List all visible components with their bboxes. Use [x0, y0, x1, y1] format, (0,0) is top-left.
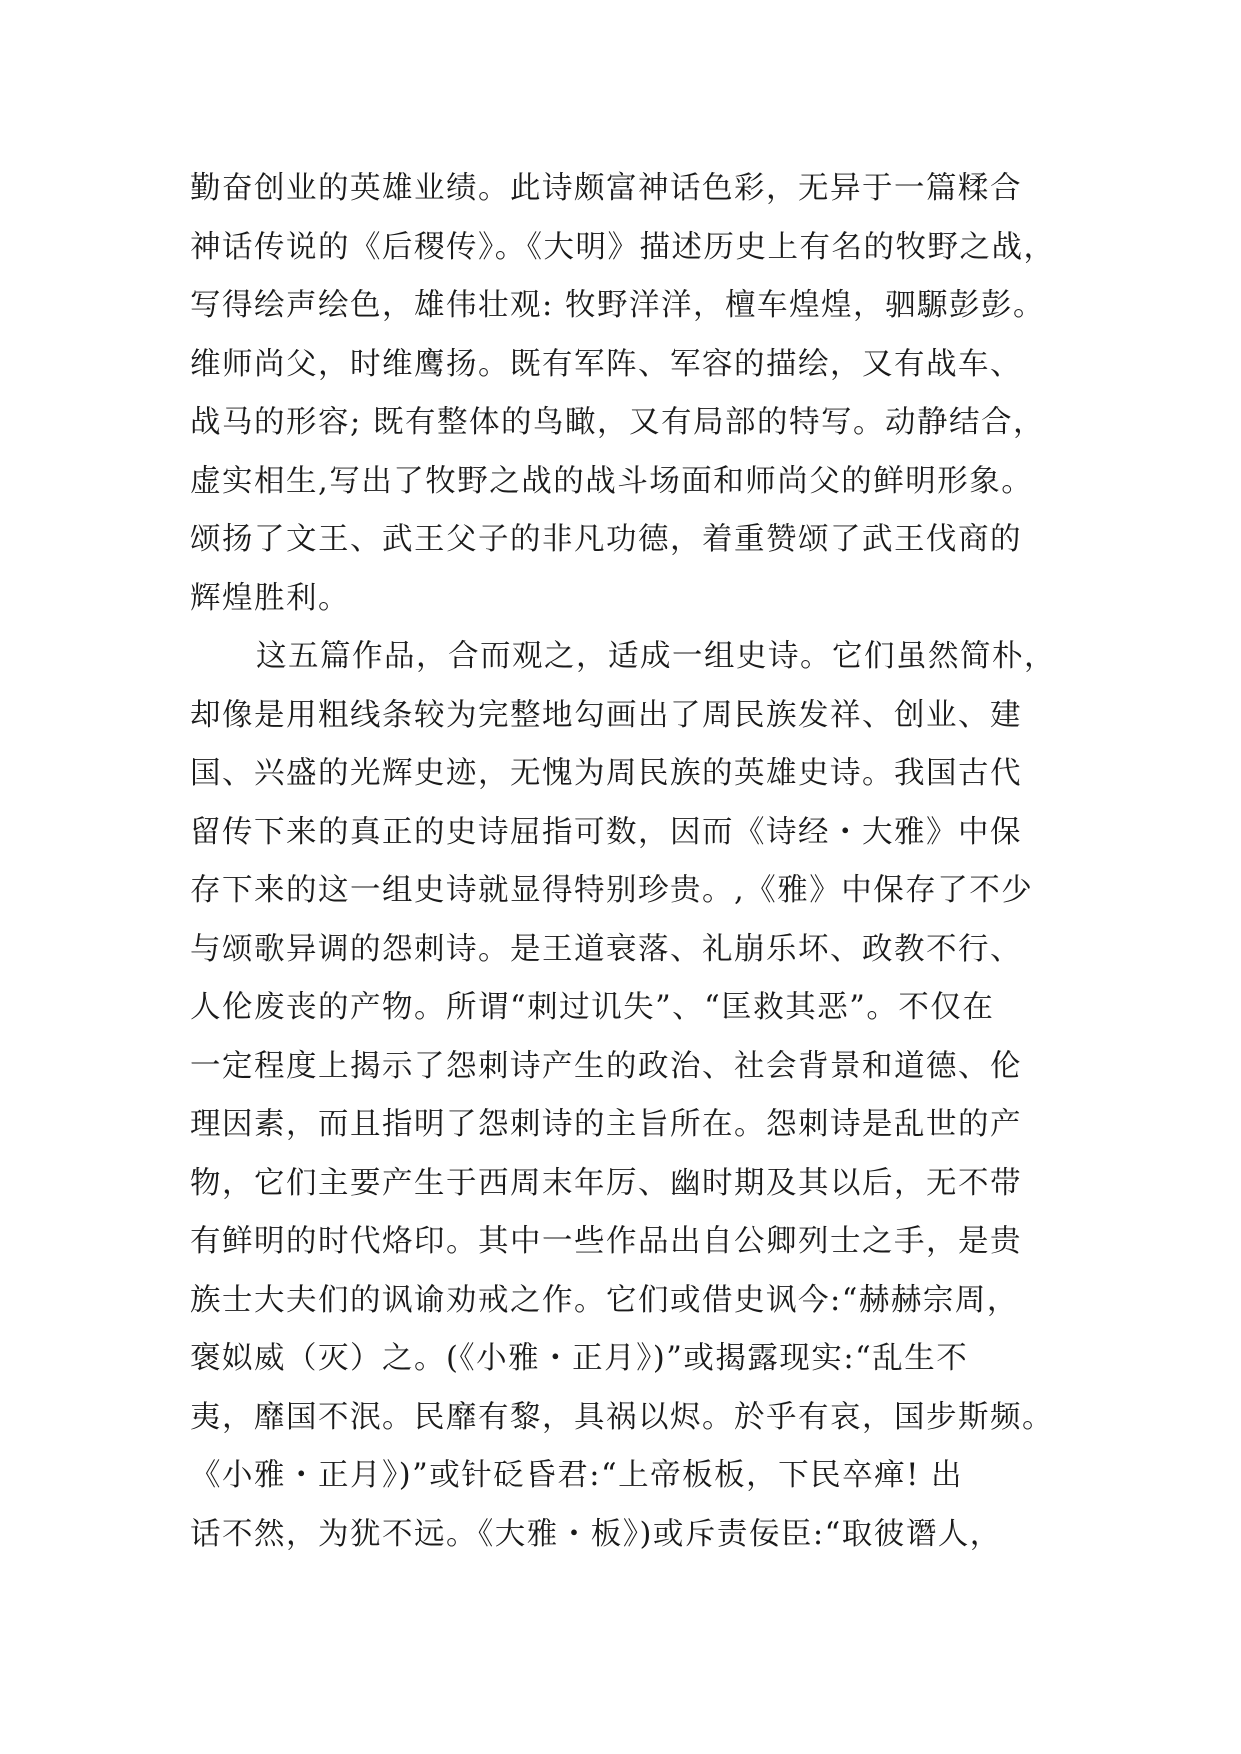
text-line: 却像是用粗线条较为完整地勾画出了周民族发祥、创业、建: [190, 697, 1022, 733]
text-line: 战马的形容; 既有整体的鸟瞰，又有局部的特写。动静结合，: [190, 405, 1045, 440]
text-line: 勤奋创业的英雄业绩。此诗颇富神话色彩，无异于一篇糅合: [190, 171, 1022, 206]
text-line: 褒姒威（灭）之。(《小雅・正月》)”或揭露现实:“乱生不: [190, 1341, 969, 1376]
text-line: 国、兴盛的光辉史迹，无愧为周民族的英雄史诗。我国古代: [190, 756, 1022, 791]
text-line: 维师尚父，时维鹰扬。既有军阵、军容的描绘，又有战车、: [190, 346, 1022, 382]
text-line: 《小雅・正月》)”或针砭昏君:“上帝板板，下民卒瘅! 出: [190, 1458, 964, 1493]
text-line: 人伦废丧的产物。所谓“刺过讥失”、“匡救其恶”。不仅在: [190, 990, 995, 1025]
text-line: 物，它们主要产生于西周末年厉、幽时期及其以后，无不带: [190, 1165, 1022, 1201]
text-line: 写得绘声绘色，雄伟壮观: 牧野洋洋，檀车煌煌，驷騵彭彭。: [190, 288, 1045, 323]
text-line: 虚实相生,写出了牧野之战的战斗场面和师尚父的鲜明形象。: [190, 463, 1034, 499]
text-line: 颂扬了文王、武王父子的非凡功德，着重赞颂了武王伐商的: [190, 522, 1022, 557]
text-line: 理因素，而且指明了怨刺诗的主旨所在。怨刺诗是乱世的产: [190, 1107, 1022, 1142]
text-line: 族士大夫们的讽谕劝戒之作。它们或借史讽今:“赫赫宗周，: [190, 1282, 1019, 1318]
text-line: 神话传说的《后稷传》。《大明》描述历史上有名的牧野之战，: [190, 229, 1056, 265]
body-text: [190, 160, 1090, 1564]
text-line: 辉煌胜利。: [190, 580, 350, 616]
text-line: 这五篇作品，合而观之，适成一组史诗。它们虽然简朴，: [256, 639, 1056, 674]
text-line: 夷，靡国不泯。民靡有黎，具祸以烬。於乎有哀，国步斯频。: [190, 1399, 1054, 1435]
text-line: 有鲜明的时代烙印。其中一些作品出自公卿列士之手，是贵: [190, 1224, 1022, 1259]
text-line: 留传下来的真正的史诗屈指可数，因而《诗经・大雅》中保: [190, 814, 1022, 850]
text-line: 一定程度上揭示了怨刺诗产生的政治、社会背景和道德、伦: [190, 1048, 1022, 1084]
text-line: 存下来的这一组史诗就显得特别珍贵。,《雅》中保存了不少: [190, 873, 1034, 908]
text-line: 话不然，为犹不远。《大雅・板》)或斥责佞臣:“取彼谮人，: [190, 1516, 1002, 1552]
text-line: 与颂歌异调的怨刺诗。是王道衰落、礼崩乐坏、政教不行、: [190, 931, 1022, 967]
